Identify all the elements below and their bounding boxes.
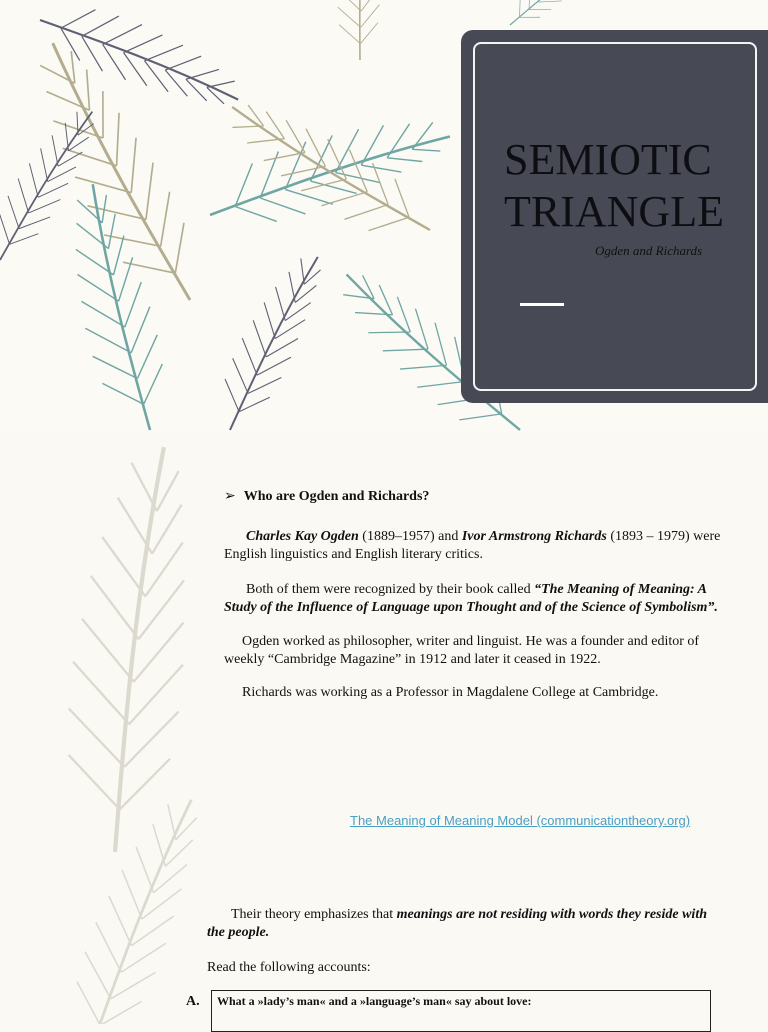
author-name-richards: Ivor Armstrong Richards [461,529,607,544]
meaning-model-link[interactable]: The Meaning of Meaning Model (communicationtheory.org) [350,813,691,828]
author-years-richards: (1893 – 1979) were English linguistics and English literary critics. [224,529,721,562]
theory-emphasis: meanings are not residing with words they reside with the people. [207,907,707,940]
author-years-ogden: (1889–1957) and [358,529,462,544]
question-text: Who are Ogden and Richards? [243,489,430,504]
title-card [461,30,768,403]
ogden-text: Ogden worked as philosopher, writer and linguist. He was a founder and editor of weekly “Cambridge Magazine” in 1912 and later it ceased in 1922. [224,634,700,667]
title-underline [520,303,564,306]
paragraph-book [224,581,738,617]
document-page [0,432,768,1024]
bullet-arrow-icon: ➢ [224,489,236,504]
paragraph-ogden [224,633,738,669]
account-box-a [211,990,711,1032]
theory-lead-text: Their theory emphasizes that [231,907,397,922]
book-lead-text: Both of them were recognized by their book called [246,582,535,597]
item-a-label: A. [186,994,200,1009]
account-box-a-heading: What a »lady’s man« and a »language’s man« say about love: [217,994,532,1008]
slide-subtitle: Ogden and Richards [595,243,703,258]
book-title: “The Meaning of Meaning: A Study of the Influence of Language upon Thought and of the Science of Symbolism”. [224,582,718,615]
author-name-ogden: Charles Kay Ogden [246,529,359,544]
question-heading [224,488,429,505]
paragraph-theory [207,906,721,942]
title-slide [0,0,768,432]
paragraph-authors [224,528,738,564]
slide-title: SEMIOTIC TRIANGLE [504,135,724,236]
paragraph-instruction: Read the following accounts: [207,960,371,975]
richards-text: Richards was working as a Professor in Magdalene College at Cambridge. [242,685,659,700]
title-card-frame [473,42,757,391]
paragraph-richards [224,684,738,702]
